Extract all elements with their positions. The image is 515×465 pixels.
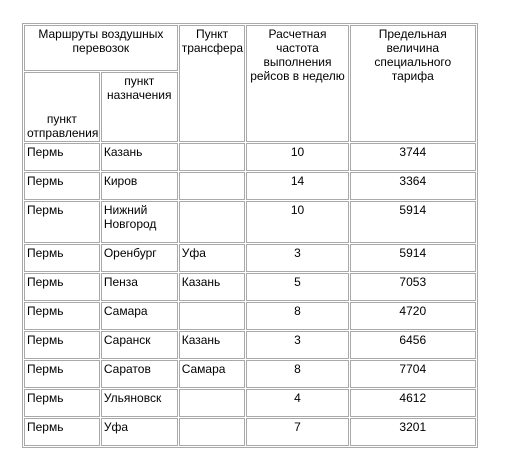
cell-tariff: 5914 — [350, 244, 476, 272]
cell-tariff: 7704 — [350, 360, 476, 388]
cell-transfer: Казань — [179, 273, 246, 301]
cell-frequency: 5 — [246, 273, 348, 301]
cell-frequency: 7 — [246, 418, 348, 446]
cell-transfer: Уфа — [179, 244, 246, 272]
cell-transfer: Казань — [179, 331, 246, 359]
cell-transfer — [179, 389, 246, 417]
table-row — [24, 418, 476, 446]
table-row — [24, 360, 476, 388]
cell-transfer — [179, 201, 246, 243]
cell-to: Ульяновск — [101, 389, 178, 417]
cell-from: Пермь — [24, 244, 100, 272]
cell-to: Оренбург — [101, 244, 178, 272]
cell-to: Уфа — [101, 418, 178, 446]
cell-frequency: 8 — [246, 302, 348, 330]
table-row — [24, 302, 476, 330]
cell-tariff: 7053 — [350, 273, 476, 301]
cell-transfer — [179, 143, 246, 171]
cell-to: Самара — [101, 302, 178, 330]
cell-tariff: 6456 — [350, 331, 476, 359]
cell-frequency: 3 — [246, 331, 348, 359]
cell-transfer — [179, 302, 246, 330]
cell-from: Пермь — [24, 172, 100, 200]
cell-frequency: 14 — [246, 172, 348, 200]
header-departure: пункт отправления — [24, 72, 100, 142]
cell-frequency: 3 — [246, 244, 348, 272]
table-row — [24, 331, 476, 359]
header-routes: Маршруты воздушных перевозок — [24, 25, 178, 71]
cell-to: Пенза — [101, 273, 178, 301]
cell-to: Саратов — [101, 360, 178, 388]
cell-frequency: 8 — [246, 360, 348, 388]
header-transfer: Пункт трансфера — [179, 25, 246, 142]
cell-from: Пермь — [24, 418, 100, 446]
table-row — [24, 201, 476, 243]
cell-from: Пермь — [24, 331, 100, 359]
table-row — [24, 143, 476, 171]
table-row — [24, 389, 476, 417]
cell-tariff: 3364 — [350, 172, 476, 200]
cell-tariff: 5914 — [350, 201, 476, 243]
cell-from: Пермь — [24, 273, 100, 301]
table-row — [24, 244, 476, 272]
header-destination: пункт назначения — [101, 72, 178, 142]
cell-tariff: 3744 — [350, 143, 476, 171]
table-row — [24, 172, 476, 200]
table-row — [24, 273, 476, 301]
cell-tariff: 3201 — [350, 418, 476, 446]
cell-from: Пермь — [24, 389, 100, 417]
cell-from: Пермь — [24, 360, 100, 388]
header-frequency: Расчетная частота выполнения рейсов в неделю — [246, 25, 348, 142]
header-row — [24, 25, 476, 71]
cell-frequency: 10 — [246, 143, 348, 171]
cell-transfer — [179, 172, 246, 200]
header-tariff: Предельная величина специального тарифа — [350, 25, 476, 142]
cell-from: Пермь — [24, 201, 100, 243]
cell-from: Пермь — [24, 143, 100, 171]
cell-to: Киров — [101, 172, 178, 200]
cell-frequency: 4 — [246, 389, 348, 417]
cell-from: Пермь — [24, 302, 100, 330]
cell-to: Нижний Новгород — [101, 201, 178, 243]
cell-transfer: Самара — [179, 360, 246, 388]
cell-to: Саранск — [101, 331, 178, 359]
tariff-table — [22, 23, 478, 448]
cell-tariff: 4612 — [350, 389, 476, 417]
cell-frequency: 10 — [246, 201, 348, 243]
cell-tariff: 4720 — [350, 302, 476, 330]
cell-transfer — [179, 418, 246, 446]
cell-to: Казань — [101, 143, 178, 171]
